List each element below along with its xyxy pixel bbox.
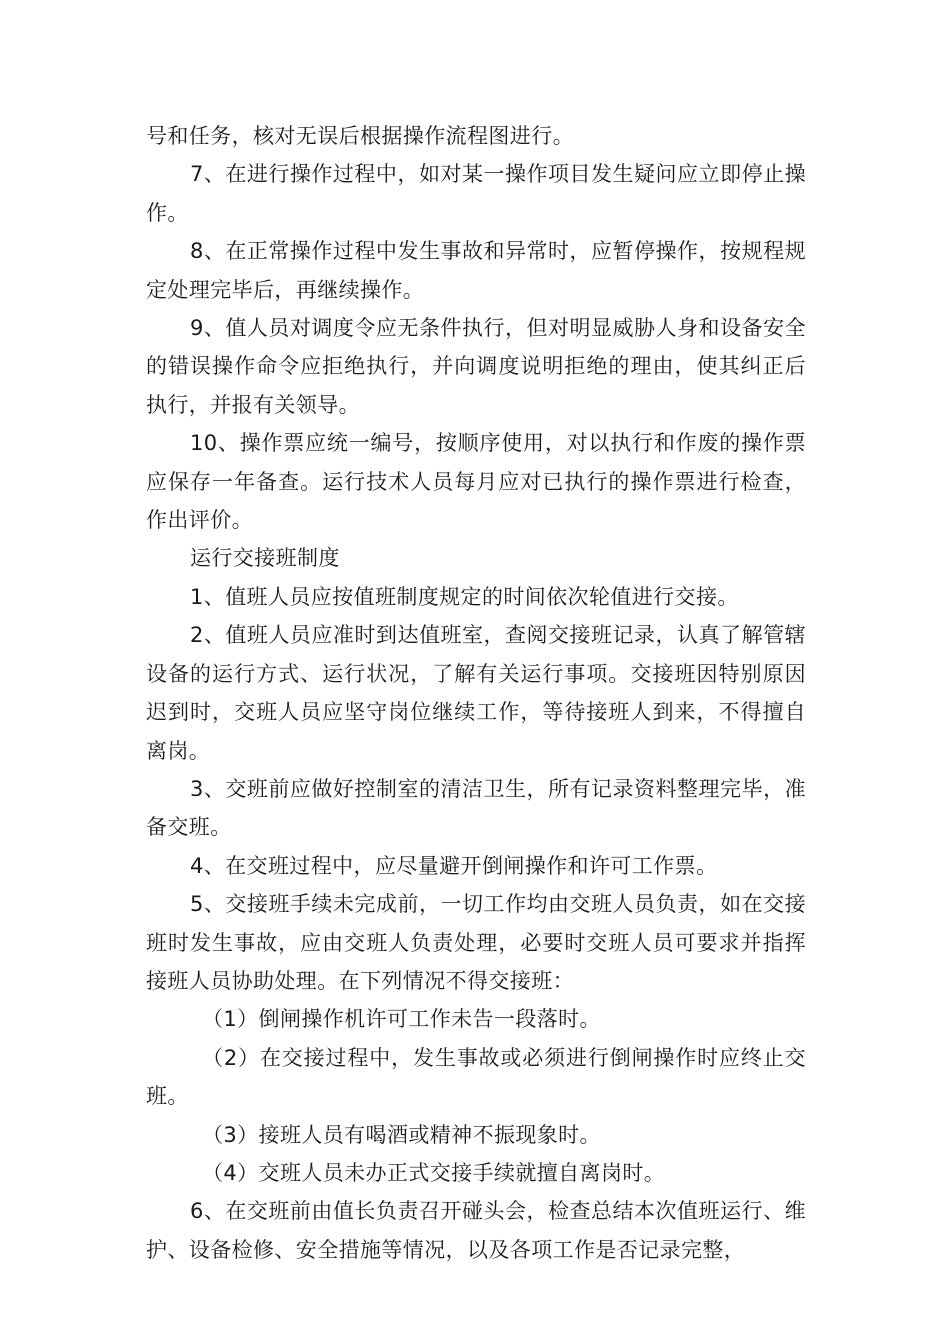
sub-item-4: （4）交班人员未办正式交接手续就擅自离岗时。 [202, 1160, 666, 1185]
paragraph-shift-4: 4、在交班过程中，应尽量避开倒闸操作和许可工作票。 [190, 853, 718, 878]
document-body [146, 117, 806, 1269]
paragraph-shift-1: 1、值班人员应按值班制度规定的时间依次轮值进行交接。 [190, 584, 739, 609]
paragraph-shift-2: 2、值班人员应准时到达值班室，查阅交接班记录，认真了解管辖设备的运行方式、运行状况，了解有关运行事项。交接班因特别原因迟到时，交班人员应坚守岗位继续工作，等待接班人到来，不得擅自离岗。 [146, 623, 806, 763]
paragraph-shift-5: 5、交接班手续未完成前，一切工作均由交班人员负责，如在交接班时发生事故，应由交班人负责处理，必要时交班人员可要求并指挥接班人员协助处理。在下列情况不得交接班： [146, 892, 806, 993]
paragraph-item-7: 7、在进行操作过程中，如对某一操作项目发生疑问应立即停止操作。 [146, 162, 806, 225]
sub-item-2: （2）在交接过程中，发生事故或必须进行倒闸操作时应终止交班。 [146, 1045, 806, 1109]
sub-item-3: （3）接班人员有喝酒或精神不振现象时。 [202, 1122, 601, 1147]
paragraph-item-10: 10、操作票应统一编号，按顺序使用，对以执行和作废的操作票应保存一年备查。运行技术人员每月应对已执行的操作票进行检查，作出评价。 [146, 431, 806, 533]
sub-item-1: （1）倒闸操作机许可工作未告一段落时。 [202, 1007, 601, 1032]
paragraph-shift-3: 3、交班前应做好控制室的清洁卫生，所有记录资料整理完毕，准备交班。 [146, 776, 806, 840]
section-heading: 运行交接班制度 [190, 546, 340, 571]
paragraph-item-9: 9、值人员对调度令应无条件执行，但对明显威胁人身和设备安全的错误操作命令应拒绝执行，并向调度说明拒绝的理由，使其纠正后执行，并报有关领导。 [146, 316, 806, 417]
paragraph-shift-6: 6、在交班前由值长负责召开碰头会，检查总结本次值班运行、维护、设备检修、安全措施等情况，以及各项工作是否记录完整， [146, 1199, 806, 1262]
paragraph-item-8: 8、在正常操作过程中发生事故和异常时，应暂停操作，按规程规定处理完毕后，再继续操作。 [146, 239, 806, 302]
paragraph-continuation: 号和任务，核对无误后根据操作流程图进行。 [146, 124, 574, 148]
